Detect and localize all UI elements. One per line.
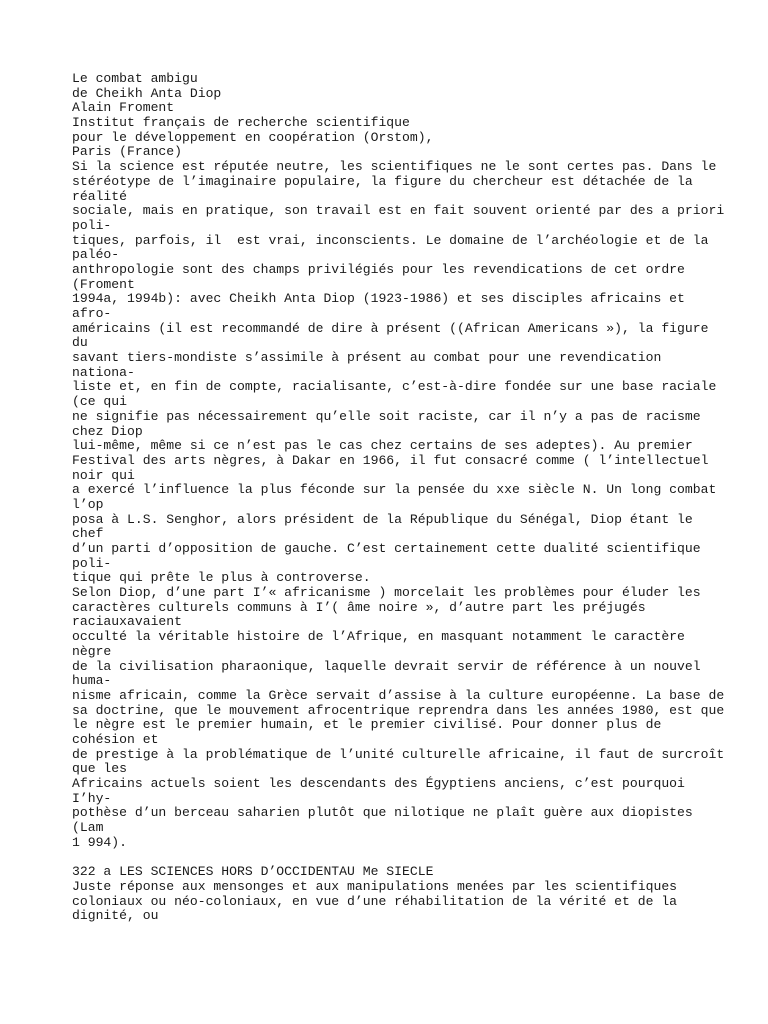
header-line: Le combat ambigu bbox=[72, 71, 198, 86]
footer-text-line: 322 a LES SCIENCES HORS D’OCCIDENTAU Me SIECLE bbox=[72, 864, 434, 880]
document-page bbox=[72, 71, 725, 924]
body-text-line: (Lam bbox=[72, 820, 104, 836]
body-text-line: de la civilisation pharaonique, laquelle devrait servir de référence à un nouvel bbox=[72, 658, 701, 674]
body-text-line: d’un parti d’opposition de gauche. C’est certainement cette dualité scientifique bbox=[72, 541, 701, 556]
footer-text-line: Juste réponse aux mensonges et aux manipulations menées par les scientifiques bbox=[72, 878, 678, 894]
body-text-line: caractères culturels communs à I’( âme noire », d’autre part les préjugés bbox=[72, 599, 646, 615]
header-line: Institut français de recherche scientifique bbox=[72, 115, 410, 131]
body-text-line: occulté la véritable histoire de l’Afrique, en masquant notamment le caractère bbox=[72, 629, 685, 645]
body-text-line: du bbox=[72, 335, 88, 351]
body-text-line: 1994a, 1994b): avec Cheikh Anta Diop (1923-1986) et ses disciples africains et bbox=[72, 291, 685, 307]
footer-text-line: dignité, ou bbox=[72, 908, 159, 924]
body-text-line: sociale, mais en pratique, son travail est en fait souvent orienté par des a priori bbox=[72, 203, 725, 219]
body-text-line: Si la science est réputée neutre, les scientifiques ne le sont certes pas. Dans le bbox=[72, 159, 717, 175]
body-text-line: lui-même, même si ce n’est pas le cas chez certains de ses adeptes). Au premier bbox=[72, 438, 693, 454]
body-text-line: chef bbox=[72, 526, 104, 542]
body-text-line: liste et, en fin de compte, racialisante, c’est-à-dire fondée sur une base raciale bbox=[72, 379, 717, 395]
header-line: Paris (France) bbox=[72, 144, 183, 160]
body-text-line: nationa- bbox=[72, 364, 135, 380]
section-gap bbox=[72, 850, 712, 865]
body-text-line: paléo- bbox=[72, 247, 120, 263]
article-body bbox=[72, 159, 725, 850]
body-text-line: stéréotype de l’imaginaire populaire, la figure du chercheur est détachée de la bbox=[72, 173, 693, 189]
body-text-line: huma- bbox=[72, 673, 112, 689]
body-text-line: tiques, parfois, il est vrai, inconscients. Le domaine de l’archéologie et de la bbox=[72, 232, 709, 248]
body-text-line: que les bbox=[72, 761, 128, 777]
article-header bbox=[72, 72, 712, 160]
body-text-line: cohésion et bbox=[72, 731, 159, 747]
body-text-line: (ce qui bbox=[72, 394, 128, 410]
body-text-line: tique qui prête le plus à controverse. bbox=[72, 570, 371, 586]
body-text-line: le nègre est le premier humain, et le premier civilisé. Pour donner plus de bbox=[72, 717, 662, 733]
body-text-line: 1 994). bbox=[72, 834, 128, 850]
body-text-line: réalité bbox=[72, 188, 128, 204]
body-text-line: afro- bbox=[72, 306, 112, 321]
body-text-line: noir qui bbox=[72, 467, 135, 483]
header-line: pour le développement en coopération (Orstom), bbox=[72, 129, 434, 145]
body-text-line: Africains actuels soient les descendants des Égyptiens anciens, c’est pourquoi bbox=[72, 776, 685, 791]
page-footer-section bbox=[72, 865, 712, 924]
body-text-line: de prestige à la problématique de l’unité culturelle africaine, il faut de surcroît bbox=[72, 746, 725, 762]
header-line: de Cheikh Anta Diop bbox=[72, 85, 222, 101]
footer-text-line: coloniaux ou néo-coloniaux, en vue d’une réhabilitation de la vérité et de la bbox=[72, 893, 678, 909]
body-text-line: (Froment bbox=[72, 276, 135, 292]
body-text-line: Festival des arts nègres, à Dakar en 1966, il fut consacré comme ( l’intellectuel bbox=[72, 452, 709, 468]
body-text-line: posa à L.S. Senghor, alors président de la République du Sénégal, Diop étant le bbox=[72, 511, 693, 527]
body-text-line: Selon Diop, d’une part I’« africanisme ) morcelait les problèmes pour éluder les bbox=[72, 585, 701, 601]
body-text-line: nègre bbox=[72, 643, 112, 659]
body-text-line: I’hy- bbox=[72, 790, 112, 806]
body-text-line: anthropologie sont des champs privilégiés pour les revendications de cet ordre bbox=[72, 261, 685, 277]
body-text-line: pothèse d’un berceau saharien plutôt que nilotique ne plaît guère aux diopistes bbox=[72, 805, 693, 821]
body-text-line: poli- bbox=[72, 217, 112, 233]
body-text-line: poli- bbox=[72, 555, 112, 571]
body-text-line: ne signifie pas nécessairement qu’elle soit raciste, car il n’y a pas de racisme bbox=[72, 408, 701, 424]
body-text-line: savant tiers-mondiste s’assimile à présent au combat pour une revendication bbox=[72, 350, 662, 366]
body-text-line: nisme africain, comme la Grèce servait d’assise à la culture européenne. La base de bbox=[72, 687, 725, 703]
body-text-line: sa doctrine, que le mouvement afrocentrique reprendra dans les années 1980, est que bbox=[72, 702, 725, 718]
body-text-line: raciauxavaient bbox=[72, 614, 183, 630]
body-text-line: chez Diop bbox=[72, 423, 143, 439]
body-text-line: l’op bbox=[72, 496, 104, 512]
header-line: Alain Froment bbox=[72, 100, 175, 116]
body-text-line: américains (il est recommandé de dire à présent ((African Americans »), la figure bbox=[72, 320, 709, 336]
body-text-line: a exercé l’influence la plus féconde sur la pensée du xxe siècle N. Un long combat bbox=[72, 482, 717, 498]
